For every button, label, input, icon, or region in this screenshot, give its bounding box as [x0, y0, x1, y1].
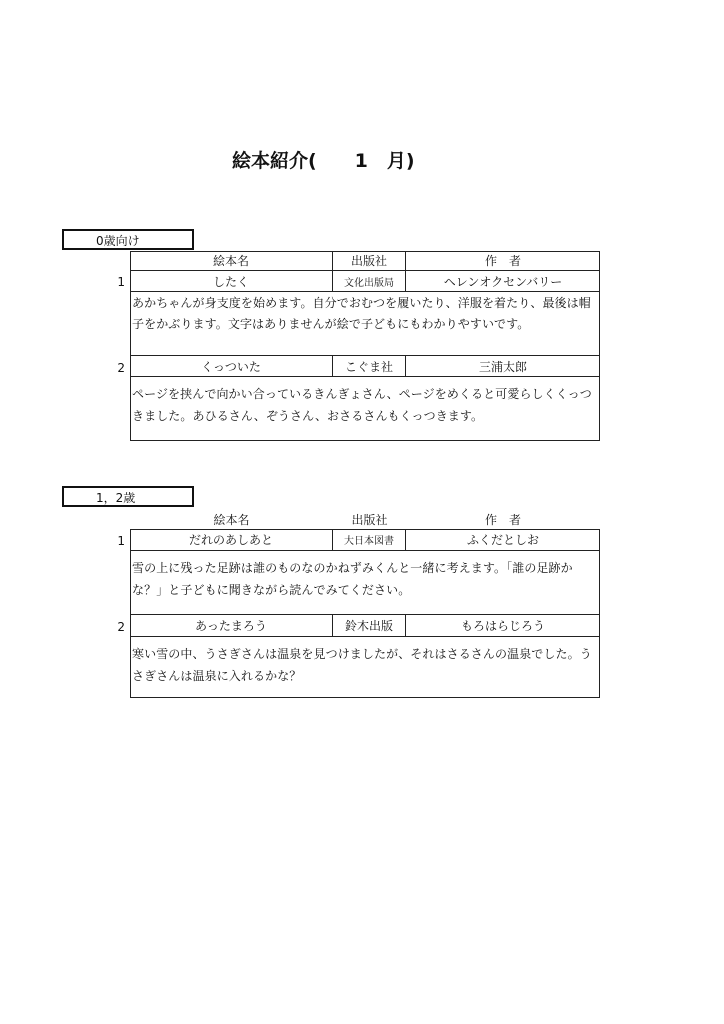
book-number: 1	[117, 534, 125, 548]
book-description: あかちゃんが身支度を始めます。自分でおむつを履いたり、洋服を着たり、最後は帽子をかぶります。文字はありませんが絵で子どもにもわかりやすいです。	[130, 292, 600, 356]
book-title: したく	[130, 271, 333, 292]
book-author: ヘレンオクセンバリー	[406, 271, 600, 292]
book-description: ページを挟んで向かい合っているきんぎょさん、ページをめくると可愛らしくくっつきました。あひるさん、ぞうさん、おさるさんもくっつきます。	[132, 387, 592, 423]
book-title: くっついた	[130, 356, 333, 377]
section-label-0-years: 0歳向け	[62, 229, 194, 250]
book-title: あったまろう	[130, 615, 333, 637]
section-label-1-2-years: 1，2歳	[62, 486, 194, 507]
header-publisher: 出版社	[333, 251, 406, 271]
page-title: 絵本紹介( 1 月)	[232, 150, 415, 172]
book-publisher: 大日本図書	[333, 529, 406, 551]
book-number: 2	[117, 620, 125, 634]
header-publisher: 出版社	[351, 512, 388, 527]
book-author: ふくだとしお	[406, 529, 600, 551]
book-publisher: 鈴木出版	[333, 615, 406, 637]
book-description: 雪の上に残った足跡は誰のものなのかねずみくんと一緒に考えます。「誰の足跡かな？」と子どもに聞きながら読んでみてください。	[130, 551, 600, 615]
book-publisher: こぐま社	[333, 356, 406, 377]
book-number: 1	[117, 275, 125, 289]
header-title: 絵本名	[130, 251, 333, 271]
book-author: もろはらじろう	[406, 615, 600, 637]
book-author: 三浦太郎	[406, 356, 600, 377]
header-author: 作 者	[406, 251, 600, 271]
book-publisher: 文化出版局	[333, 271, 406, 292]
book-number: 2	[117, 361, 125, 375]
book-title: だれのあしあと	[130, 529, 333, 551]
header-title: 絵本名	[213, 512, 250, 527]
book-description: 寒い雪の中、うさぎさんは温泉を見つけましたが、それはさるさんの温泉でした。うさぎさんは温泉に入れるかな？	[132, 647, 592, 683]
header-author: 作 者	[484, 512, 521, 527]
